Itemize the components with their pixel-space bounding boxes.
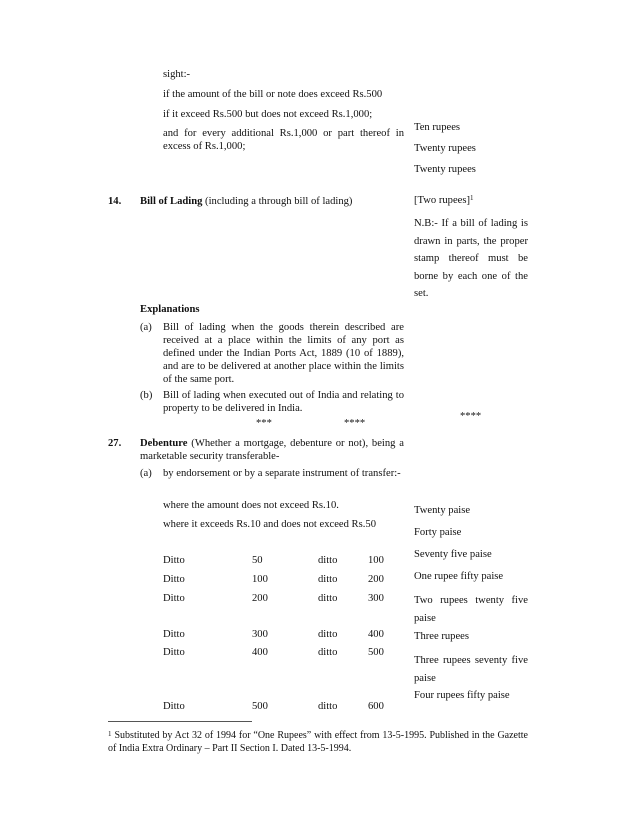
row-to-label: ditto: [318, 555, 338, 566]
separator-stars-left: ***: [256, 418, 272, 429]
row-to-label: ditto: [318, 647, 338, 658]
row-from-label: Ditto: [163, 574, 185, 585]
rate-forty-paise: Forty paise: [414, 527, 462, 538]
explanation-a-label: (a): [140, 322, 152, 333]
explanation-a-text: Bill of lading when the goods therein described are received at a place within the limits of any port as defined under the Indian Ports Act, 1889 (10 of 1889), and are to be delivered at another place within the limits of the same port.: [163, 322, 404, 385]
row-to-label: ditto: [318, 593, 338, 604]
item-27-title-rest: (Whether a mortgage, debenture or not), being a marketable security transferable-: [140, 438, 404, 462]
item-14-title-rest: (including a through bill of lading): [202, 196, 353, 207]
item-14-title: Bill of Lading: [140, 196, 203, 207]
row-from-label: Ditto: [163, 647, 185, 658]
row-from-value: 50: [252, 555, 263, 566]
row-from-value: 300: [252, 629, 268, 640]
sight-label: sight:-: [163, 69, 191, 80]
rate-seventy-five-paise: Seventy five paise: [414, 549, 492, 560]
row-to-label: ditto: [318, 629, 338, 640]
item-27-heading: [140, 437, 404, 463]
footnote-ref-1: 1: [470, 194, 474, 202]
item-27-title: Debenture: [140, 438, 188, 449]
rate-twenty-rupees-2: Twenty rupees: [414, 164, 476, 175]
rate-one-rupee-fifty-paise: One rupee fifty paise: [414, 571, 504, 582]
bill-line-exceed-500: if the amount of the bill or note does exceed Rs.500: [163, 89, 383, 100]
item-number-14: 14.: [108, 196, 122, 207]
explanation-b-text: Bill of lading when executed out of India and relating to property to be delivered in India.: [163, 390, 404, 414]
footnote: [108, 729, 528, 755]
row-from-label: Ditto: [163, 701, 185, 712]
debenture-line-10-to-50: where it exceeds Rs.10 and does not exceed Rs.50: [163, 519, 376, 530]
row-from-label: Ditto: [163, 555, 185, 566]
item-14-duty-text: [Two rupees]: [414, 195, 471, 206]
row-to-value: 100: [368, 555, 384, 566]
debenture-line-up-to-10: where the amount does not exceed Rs.10.: [163, 500, 339, 511]
row-to-label: ditto: [318, 701, 338, 712]
row-to-label: ditto: [318, 574, 338, 585]
footnote-marker: 1: [108, 730, 112, 738]
footnote-rule: [108, 721, 252, 722]
row-from-value: 400: [252, 647, 268, 658]
rate-two-rupees-twenty-five-paise: Two rupees twenty five paise: [414, 595, 528, 624]
explanation-b-label: (b): [140, 390, 153, 401]
item-14-duty: [414, 194, 474, 207]
row-from-value: 500: [252, 701, 268, 712]
item-14-heading: [140, 195, 352, 208]
rate-three-rupees-seventy-five-paise: Three rupees seventy five paise: [414, 655, 528, 684]
sub-a-text: by endorsement or by a separate instrument of transfer:-: [163, 468, 401, 479]
row-to-value: 500: [368, 647, 384, 658]
footnote-text: Substituted by Act 32 of 1994 for “One Rupees” with effect from 13-5-1995. Published in the Gazette of India Extra Ordinary – Part II Section I. Dated 13-5-1994.: [108, 730, 528, 754]
separator-stars-mid: ****: [344, 418, 366, 429]
bill-line-additional: and for every additional Rs.1,000 or part thereof in excess of Rs.1,000;: [163, 128, 404, 152]
row-to-value: 600: [368, 701, 384, 712]
item-number-27: 27.: [108, 438, 122, 449]
separator-stars-right: ****: [460, 411, 482, 422]
bill-line-500-to-1000: if it exceed Rs.500 but does not exceed Rs.1,000;: [163, 109, 373, 120]
explanations-heading: Explanations: [140, 304, 200, 315]
rate-three-rupees: Three rupees: [414, 631, 469, 642]
row-to-value: 200: [368, 574, 384, 585]
rate-ten-rupees: Ten rupees: [414, 122, 461, 133]
row-from-value: 200: [252, 593, 268, 604]
row-from-value: 100: [252, 574, 268, 585]
sub-a-label: (a): [140, 468, 152, 479]
rate-four-rupees-fifty-paise: Four rupees fifty paise: [414, 690, 510, 701]
row-to-value: 400: [368, 629, 384, 640]
item-14-note: N.B:- If a bill of lading is drawn in parts, the proper stamp thereof must be borne by each one of the set.: [414, 218, 528, 299]
row-from-label: Ditto: [163, 629, 185, 640]
rate-twenty-rupees-1: Twenty rupees: [414, 143, 476, 154]
row-from-label: Ditto: [163, 593, 185, 604]
rate-twenty-paise: Twenty paise: [414, 505, 471, 516]
row-to-value: 300: [368, 593, 384, 604]
